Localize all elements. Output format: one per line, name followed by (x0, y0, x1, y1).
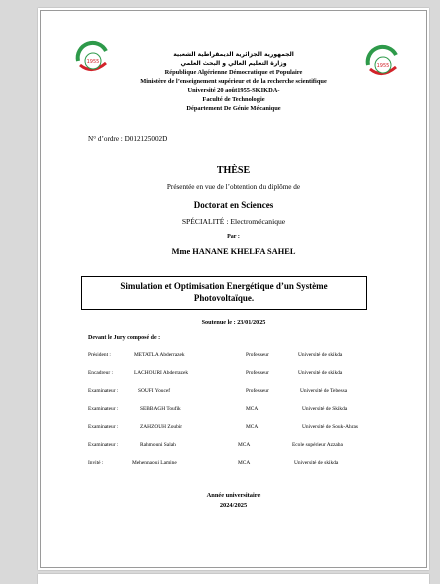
thesis-title-line2: Photovoltaïque. (193, 293, 255, 303)
specialty: SPÉCIALITÉ : Electromécanique (181, 217, 286, 226)
faculty-name: Faculté de Technologie (202, 96, 265, 103)
document-type: THÈSE (216, 165, 251, 176)
logo-year-left: 1955 (86, 59, 100, 65)
academic-year: 2024/2025 (219, 502, 248, 509)
arabic-ministry-line: وزارة التعليم العالي و البحث العلمي (180, 60, 287, 67)
defense-date: Soutenue le : 23/01/2025 (201, 319, 266, 326)
presented-for: Présentée en vue de l’obtention du diplôme de (166, 183, 301, 191)
jury-row: Examinateur : SEBBAGH Toufik MCA Université de Skikda (88, 406, 348, 412)
republic-name: République Algérienne Démocratique et Populaire (164, 69, 303, 76)
jury-row: Examinateur : SOUFI Youcef Professeur Université de Tebessa (88, 388, 348, 394)
par-label: Par : (227, 234, 240, 240)
jury-row: Examinateur : ZAHZOUH Zoubir MCA Université de Souk-Ahras (88, 424, 358, 430)
next-page-edge (38, 574, 429, 584)
thesis-title-box (81, 276, 367, 310)
thesis-title-line1: Simulation et Optimisation Energétique d’un Système (120, 281, 328, 291)
academic-year-label: Année universitaire (206, 492, 261, 499)
jury-row: Examinateur : Rahmouni Salah MCA Ecole supérieur Azzaba (88, 442, 343, 448)
ministry-name: Ministère de l’enseignement supérieur et de la recherche scientifique (140, 78, 327, 85)
degree-title: Doctorat en Sciences (193, 200, 274, 210)
logo-year-right: 1955 (376, 63, 390, 69)
document-page (38, 8, 429, 570)
order-number: N° d’ordre : D012125002D (88, 135, 168, 143)
jury-row: Encadreur : LACHOURI Abderrazek Professeur Université de skikda (88, 370, 343, 376)
jury-row: Invité : Mehennaoui Lamine MCA Université de skikda (88, 460, 339, 466)
jury-heading: Devant le Jury composé de : (88, 335, 161, 341)
university-name: Université 20 août1955-SKIKDA- (187, 87, 280, 94)
jury-row: Président : METATLA Abderrazek Professeur Université de skikda (88, 352, 343, 358)
author-name: Mme HANANE KHELFA SAHEL (171, 247, 296, 256)
arabic-republic-line: الجمهورية الجزائرية الديمقراطية الشعبية (173, 51, 294, 58)
department-name: Département De Génie Mécanique (186, 105, 281, 112)
